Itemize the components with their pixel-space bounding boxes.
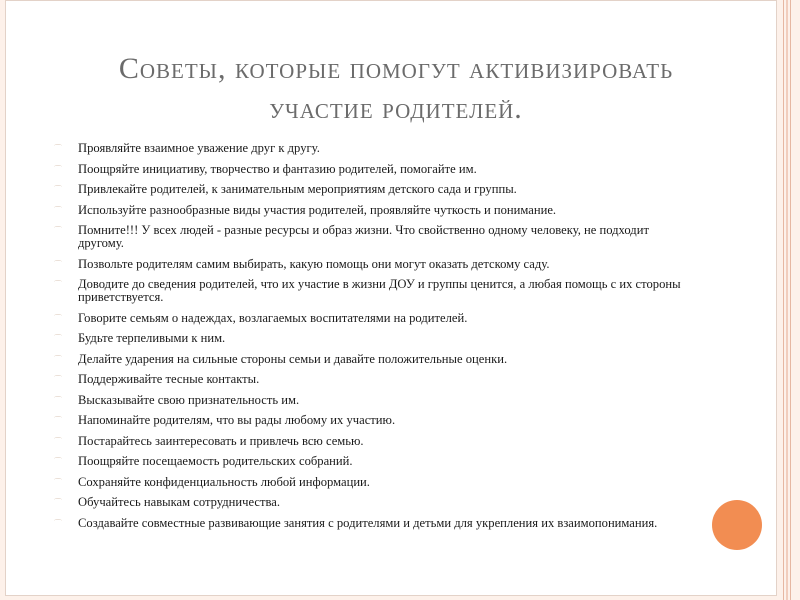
bullet-icon: ⌒ <box>54 334 62 343</box>
list-item <box>54 204 694 217</box>
list-item <box>54 353 694 366</box>
list-item-text: Поощряйте инициативу, творчество и фантазию родителей, помогайте им. <box>78 161 477 176</box>
list-item <box>54 394 694 407</box>
list-item <box>54 278 694 304</box>
decorative-circle <box>712 500 762 550</box>
title-line-1: Советы, которые помогут активизировать <box>118 52 674 85</box>
list-item-text: Помните!!! У всех людей - разные ресурсы и образ жизни. Что свойственно одному человеку, не подходит другому. <box>78 223 649 250</box>
bullet-icon: ⌒ <box>54 226 62 235</box>
list-item <box>54 332 694 345</box>
list-item-text: Создавайте совместные развивающие занятия с родителями и детьми для укрепления их взаимопонимания. <box>78 515 658 530</box>
bullet-icon: ⌒ <box>54 354 62 364</box>
bullet-icon: ⌒ <box>54 375 62 384</box>
list-item-text: Привлекайте родителей, к занимательным мероприятиям детского сада и группы. <box>78 182 517 196</box>
bullet-icon: ⌒ <box>54 313 62 323</box>
list-item-text: Проявляйте взаимное уважение друг к другу. <box>78 141 320 155</box>
bullet-icon: ⌒ <box>54 518 62 528</box>
list-item <box>54 476 694 489</box>
list-item <box>54 373 694 386</box>
bullet-icon: ⌒ <box>54 477 62 487</box>
bullet-icon: ⌒ <box>54 164 62 174</box>
list-item-text: Доводите до сведения родителей, что их участие в жизни ДОУ и группы ценится, а любая помощь с их стороны приветствуется. <box>78 277 681 304</box>
list-item-text: Обучайтесь навыкам сотрудничества. <box>78 495 280 509</box>
bullet-icon: ⌒ <box>54 185 62 194</box>
list-item <box>54 312 694 325</box>
decorative-rule <box>783 0 784 600</box>
decorative-rule <box>790 0 791 600</box>
list-item <box>54 455 694 468</box>
bullet-icon: ⌒ <box>54 280 62 289</box>
list-item-text: Напоминайте родителям, что вы рады любому их участию. <box>78 413 396 427</box>
slide-title <box>66 49 726 129</box>
list-item <box>54 496 694 509</box>
bullet-icon: ⌒ <box>54 144 62 153</box>
bullet-icon: ⌒ <box>54 395 62 405</box>
bullet-icon: ⌒ <box>54 205 62 215</box>
list-item-text: Поощряйте посещаемость родительских собраний. <box>78 454 353 468</box>
bullet-icon: ⌒ <box>54 416 62 425</box>
list-item <box>54 224 694 250</box>
decorative-rule <box>786 0 788 600</box>
list-item <box>54 435 694 448</box>
list-item-text: Используйте разнообразные виды участия родителей, проявляйте чуткость и понимание. <box>78 202 557 217</box>
bullet-icon: ⌒ <box>54 457 62 466</box>
list-item <box>54 183 694 196</box>
bullet-icon: ⌒ <box>54 259 62 269</box>
list-item-text: Позвольте родителям самим выбирать, какую помощь они могут оказать детскому саду. <box>78 256 550 271</box>
list-item-text: Высказывайте свою признательность им. <box>78 392 300 407</box>
bullet-icon: ⌒ <box>54 436 62 446</box>
list-item-text: Делайте ударения на сильные стороны семьи и давайте положительные оценки. <box>78 351 508 366</box>
list-item <box>54 142 694 155</box>
list-item-text: Поддерживайте тесные контакты. <box>78 372 260 386</box>
slide <box>5 0 777 596</box>
bullet-icon: ⌒ <box>54 498 62 507</box>
list-item <box>54 258 694 271</box>
list-item <box>54 414 694 427</box>
list-item-text: Будьте терпеливыми к ним. <box>78 331 226 345</box>
list-item-text: Постарайтесь заинтересовать и привлечь всю семью. <box>78 433 364 448</box>
list-item-text: Говорите семьям о надеждах, возлагаемых воспитателями на родителей. <box>78 310 468 325</box>
list-item <box>54 163 694 176</box>
title-line-2: участие родителей. <box>269 92 523 125</box>
list-item-text: Сохраняйте конфиденциальность любой информации. <box>78 474 370 489</box>
list-item <box>54 517 694 530</box>
tips-list <box>54 142 694 537</box>
